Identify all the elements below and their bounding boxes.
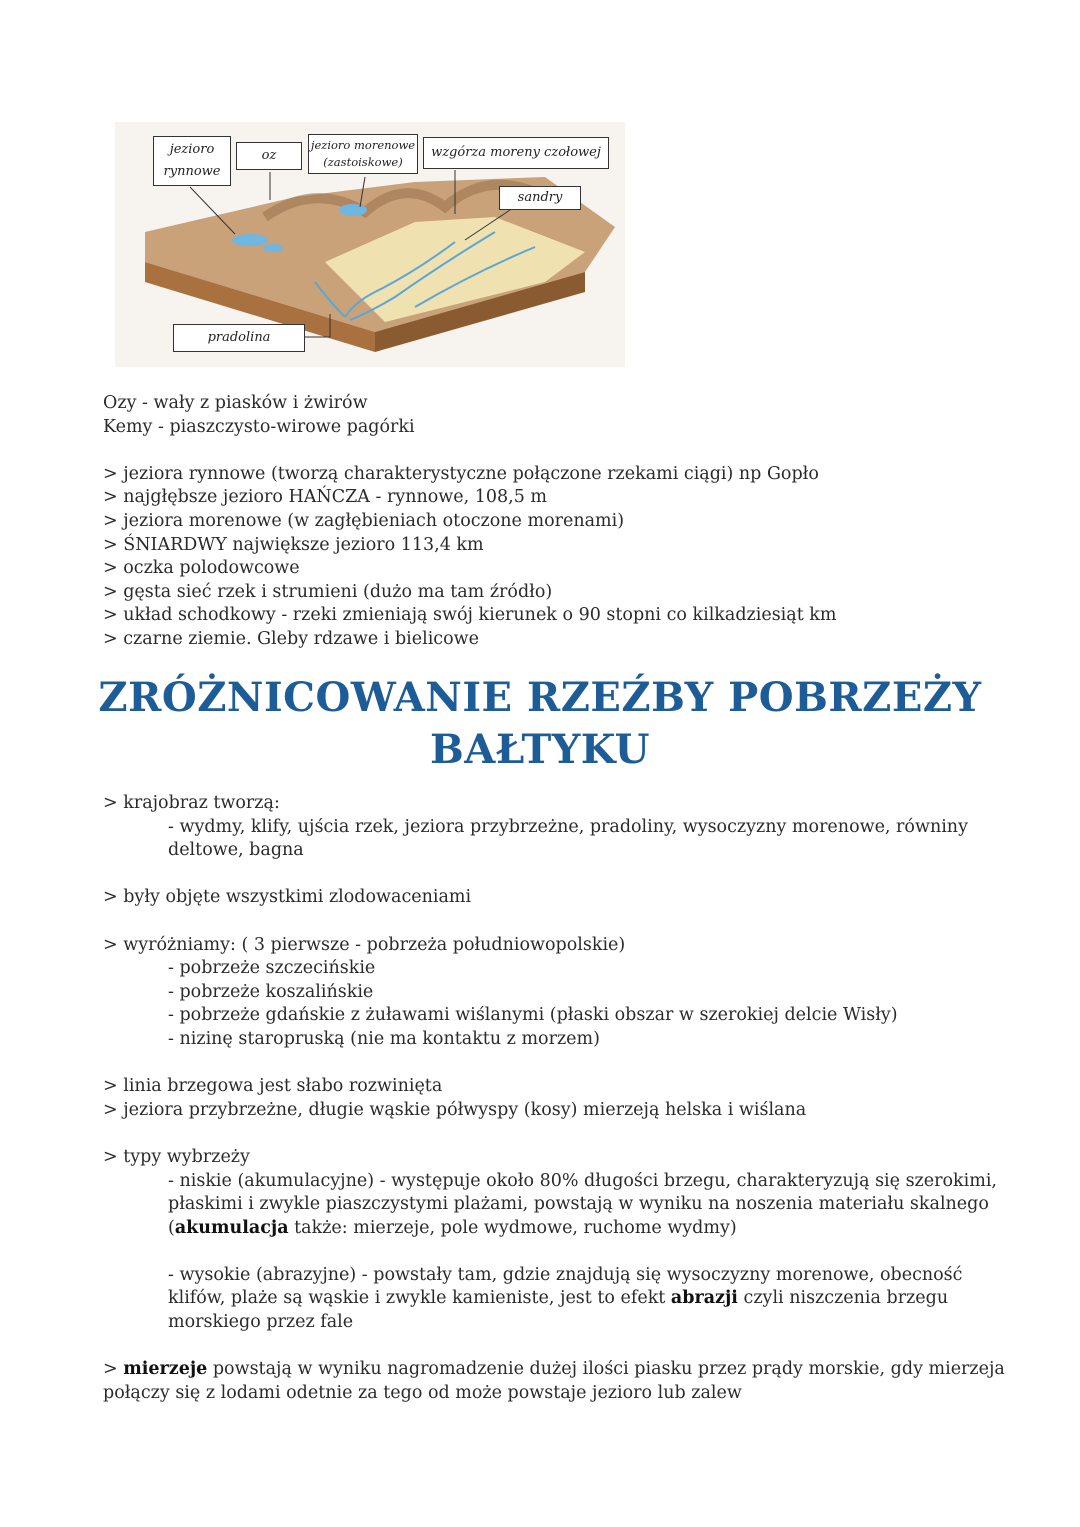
wysokie-line-3: morskiego przez fale: [168, 1312, 354, 1333]
ozy-definition: Ozy - wały z piasków i żwirów: [103, 393, 368, 413]
label-jezioro-morenowe-line2: (zastoiskowe): [323, 155, 403, 169]
objete-line: > były objęte wszystkimi zlodowaceniami: [103, 887, 472, 908]
mierzeje-marker: >: [103, 1359, 124, 1380]
label-pradolina: pradolina: [173, 324, 305, 352]
wyrozniamy-item: - pobrzeże gdańskie z żuławami wiślanymi (płaski obszar w szerokiej delcie Wisły): [168, 1005, 898, 1026]
bullet-item: > jeziora rynnowe (tworzą charakterystyczne połączone rzekami ciągi) np Gopło: [103, 463, 819, 484]
heading-line-2: BAŁTYKU: [429, 726, 651, 773]
bullet-item: > jeziora morenowe (w zagłębieniach otoczone morenami): [103, 510, 625, 531]
ribbon-lake: [232, 234, 268, 246]
mierzeje-line-2: połączy się z lodami odetnie za tego od może powstaje jezioro lub zalew: [103, 1382, 742, 1403]
bullet-item: > najgłębsze jezioro HAŃCZA - rynnowe, 108,5 m: [103, 487, 547, 508]
abrazja-term: abrazji: [670, 1288, 738, 1309]
moraine-lake: [339, 204, 367, 216]
mierzeje-tail: powstają w wyniku nagromadzenie dużej ilości piasku przez prądy morskie, gdy mierzeja: [207, 1359, 1005, 1380]
label-jezioro-rynnowe-line2: rynnowe: [163, 164, 221, 179]
krajobraz-heading: > krajobraz tworzą:: [103, 793, 280, 813]
akumulacja-term: akumulacja: [174, 1217, 289, 1238]
mierzeje-line-1: [103, 1358, 1005, 1382]
label-jezioro-morenowe-line1: jezioro morenowe: [310, 138, 416, 152]
wysokie-line-1: - wysokie (abrazyjne) - powstały tam, gdzie znajdują się wysoczyzny morenowe, obecność: [168, 1264, 963, 1285]
label-oz: oz: [236, 142, 302, 170]
linia-brzegowa-line: > linia brzegowa jest słabo rozwinięta: [103, 1076, 443, 1097]
wyrozniamy-line: > wyróżniamy: ( 3 pierwsze - pobrzeża południowopolskie): [103, 934, 626, 955]
typy-wybrzezy-line: > typy wybrzeży: [103, 1146, 250, 1167]
jeziora-przybrzezne-line: > jeziora przybrzeżne, długie wąskie półwyspy (kosy) mierzeją helska i wiślana: [103, 1099, 807, 1120]
kemy-definition: Kemy - piaszczysto-wirowe pagórki: [103, 416, 415, 437]
wysokie-tail: czyli niszczenia brzegu: [737, 1288, 949, 1309]
niskie-paren: (: [168, 1217, 175, 1238]
section-heading: [0, 672, 1080, 776]
niskie-line-3: [103, 1217, 1005, 1241]
niskie-line-2: płaskimi i zwykle piaszczystymi plażami, powstają w wyniku na noszenia materiału skalnego: [168, 1194, 989, 1215]
label-jezioro-rynnowe-line1: jezioro: [169, 142, 215, 157]
glacial-landscape-diagram: [115, 122, 625, 367]
bullet-item: > ŚNIARDWY największe jezioro 113,4 km: [103, 534, 484, 555]
niskie-line-1: - niskie (akumulacyjne) - występuje około 80% długości brzegu, charakteryzują się szerokimi,: [168, 1170, 997, 1191]
wyrozniamy-item: - pobrzeże koszalińskie: [168, 981, 374, 1002]
bullet-item: > czarne ziemie. Gleby rdzawe i bielicowe: [103, 628, 479, 649]
label-jezioro-rynnowe: [153, 136, 231, 186]
label-sandry: sandry: [499, 186, 581, 210]
bullet-item: > oczka polodowcowe: [103, 558, 300, 579]
krajobraz-line-2: deltowe, bagna: [168, 840, 304, 861]
section-2: [103, 792, 1005, 1405]
label-wzgorza-moreny: wzgórza moreny czołowej: [423, 137, 609, 169]
label-jezioro-morenowe: [308, 134, 418, 174]
wysokie-head: klifów, plaże są wąskie i zwykle kamieniste, jest to efekt: [168, 1288, 671, 1309]
wyrozniamy-item: - pobrzeże szczecińskie: [168, 958, 376, 979]
mierzeje-term: mierzeje: [123, 1359, 208, 1380]
wyrozniamy-item: - nizinę staropruską (nie ma kontaktu z morzem): [168, 1028, 600, 1049]
niskie-tail: także: mierzeje, pole wydmowe, ruchome wydmy): [288, 1217, 737, 1238]
krajobraz-line-1: - wydmy, klify, ujścia rzek, jeziora przybrzeżne, pradoliny, wysoczyzny morenowe, równiny: [168, 816, 968, 837]
wysokie-line-2: [103, 1287, 1005, 1311]
bullet-item: > gęsta sieć rzek i strumieni (dużo ma tam źródło): [103, 581, 553, 602]
heading-line-1: ZRÓŻNICOWANIE RZEŹBY POBRZEŻY: [98, 674, 982, 721]
bullet-item: > układ schodkowy - rzeki zmieniają swój kierunek o 90 stopni co kilkadziesiąt km: [103, 605, 837, 626]
section-1: [103, 392, 837, 652]
